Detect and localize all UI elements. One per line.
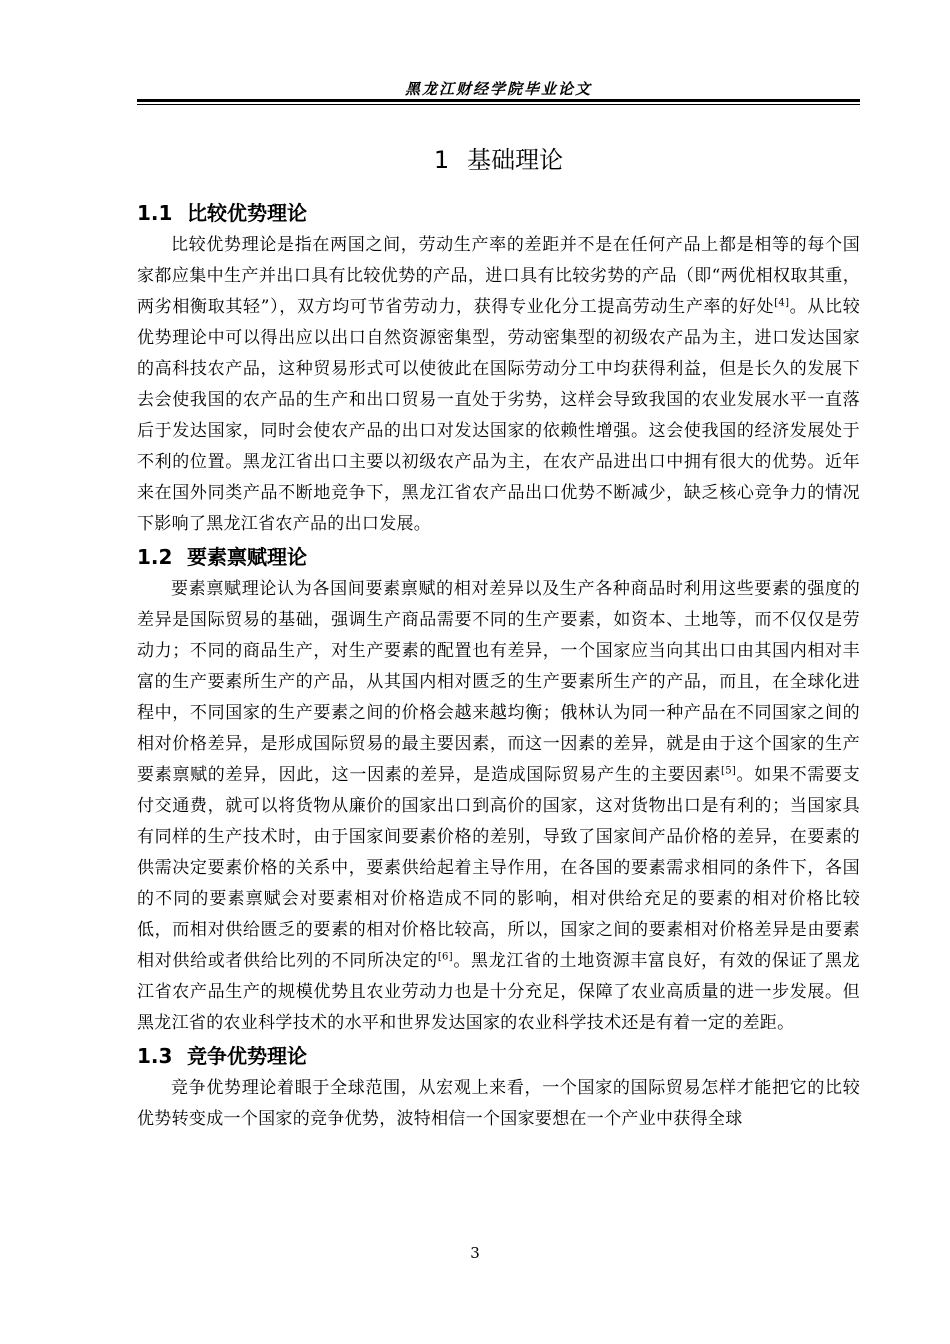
chapter-title-text: 基础理论 — [467, 146, 564, 174]
paragraph-text: 。如果不需要支付交通费，就可以将货物从廉价的国家出口到高价的国家，这对货物出口是有利的；当国家具有同样的生产技术时，由于国家间要素价格的差别，导致了国家间产品价格的差异，在要素的供需决定要素价格的关系中，要素供给起着主导作用，在各国的要素需求相同的条件下，各国的不同的要素禀赋会对要素相对价格造成不同的影响，相对供给充足的要素的相对价格比较低，而相对供给匮乏的要素的相对价格比较高，所以，国家之间的要素相对价格差异是由要素相对供给或者供给比列的不同所决定的 — [137, 765, 860, 971]
paragraph-text: 。从比较优势理论中可以得出应以出口自然资源密集型，劳动密集型的初级农产品为主，进口发达国家的高科技农产品，这种贸易形式可以使彼此在国际劳动分工中均获得利益，但是长久的发展下去会使我国的农产品的生产和出口贸易一直处于劣势，这样会导致我国的农业发展水平一直落后于发达国家，同时会使农产品的出口对发达国家的依赖性增强。这会使我国的经济发展处于不利的位置。黑龙江省出口主要以初级农产品为主，在农产品进出口中拥有很大的优势。近年来在国外同类产品不断地竞争下，黑龙江省农产品出口优势不断减少，缺乏核心竞争力的情况下影响了黑龙江省农产品的出口发展。 — [137, 297, 861, 534]
paragraph-text: 比较优势理论是指在两国之间，劳动生产率的差距并不是在任何产品上都是相等的每个国家都应集中生产并出口具有比较优势的产品，进口具有比较劣势的产品（即“两优相权取其重，两劣相衡取其轻”），双方均可节省劳动力，获得专业化分工提高劳动生产率的好处 — [137, 235, 860, 317]
section-title: 要素禀赋理论 — [187, 545, 307, 569]
citation-ref: [5] — [721, 765, 737, 777]
section-heading-1-2 — [137, 540, 860, 574]
paragraph-1-3 — [137, 1073, 860, 1135]
paragraph-text: 。黑龙江省的土地资源丰富良好，有效的保证了黑龙江省农产品生产的规模优势且农业劳动力也是十分充足，保障了农业高质量的进一步发展。但黑龙江省的农业科学技术的水平和世界发达国家的农业科学技术还是有着一定的差距。 — [137, 951, 860, 1033]
chapter-title — [137, 140, 860, 175]
paragraph-1-1 — [137, 230, 860, 540]
paragraph-1-2 — [137, 574, 860, 1039]
paragraph-text: 要素禀赋理论认为各国间要素禀赋的相对差异以及生产各种商品时利用这些要素的强度的差异是国际贸易的基础，强调生产商品需要不同的生产要素，如资本、土地等，而不仅仅是劳动力；不同的商品生产，对生产要素的配置也有差异，一个国家应当向其出口由其国内相对丰富的生产要素所生产的产品，从其国内相对匮乏的生产要素所生产的产品，而且，在全球化进程中，不同国家的生产要素之间的价格会越来越均衡；俄林认为同一种产品在不同国家之间的相对价格差异，是形成国际贸易的最主要因素，而这一因素的差异，就是由于这个国家的生产要素禀赋的差异，因此，这一因素的差异，是造成国际贸易产生的主要因素 — [137, 579, 860, 785]
section-number: 1.2 — [137, 545, 173, 569]
section-heading-1-1 — [137, 196, 860, 230]
chapter-number: 1 — [433, 146, 450, 174]
header-rule-thick — [137, 99, 860, 102]
section-heading-1-3 — [137, 1039, 860, 1073]
header-rule-thin — [137, 104, 860, 105]
citation-ref: [4] — [774, 297, 790, 309]
paragraph-text: 竞争优势理论着眼于全球范围，从宏观上来看，一个国家的国际贸易怎样才能把它的比较优势转变成一个国家的竞争优势，波特相信一个国家要想在一个产业中获得全球 — [137, 1078, 860, 1129]
page-content — [137, 196, 860, 1135]
section-number: 1.1 — [137, 201, 173, 225]
page-number: 3 — [470, 1244, 480, 1262]
section-number: 1.3 — [137, 1044, 173, 1068]
section-title: 比较优势理论 — [187, 201, 307, 225]
citation-ref: [6] — [437, 951, 453, 963]
running-header: 黑龙江财经学院毕业论文 — [404, 80, 592, 98]
section-title: 竞争优势理论 — [187, 1044, 307, 1068]
